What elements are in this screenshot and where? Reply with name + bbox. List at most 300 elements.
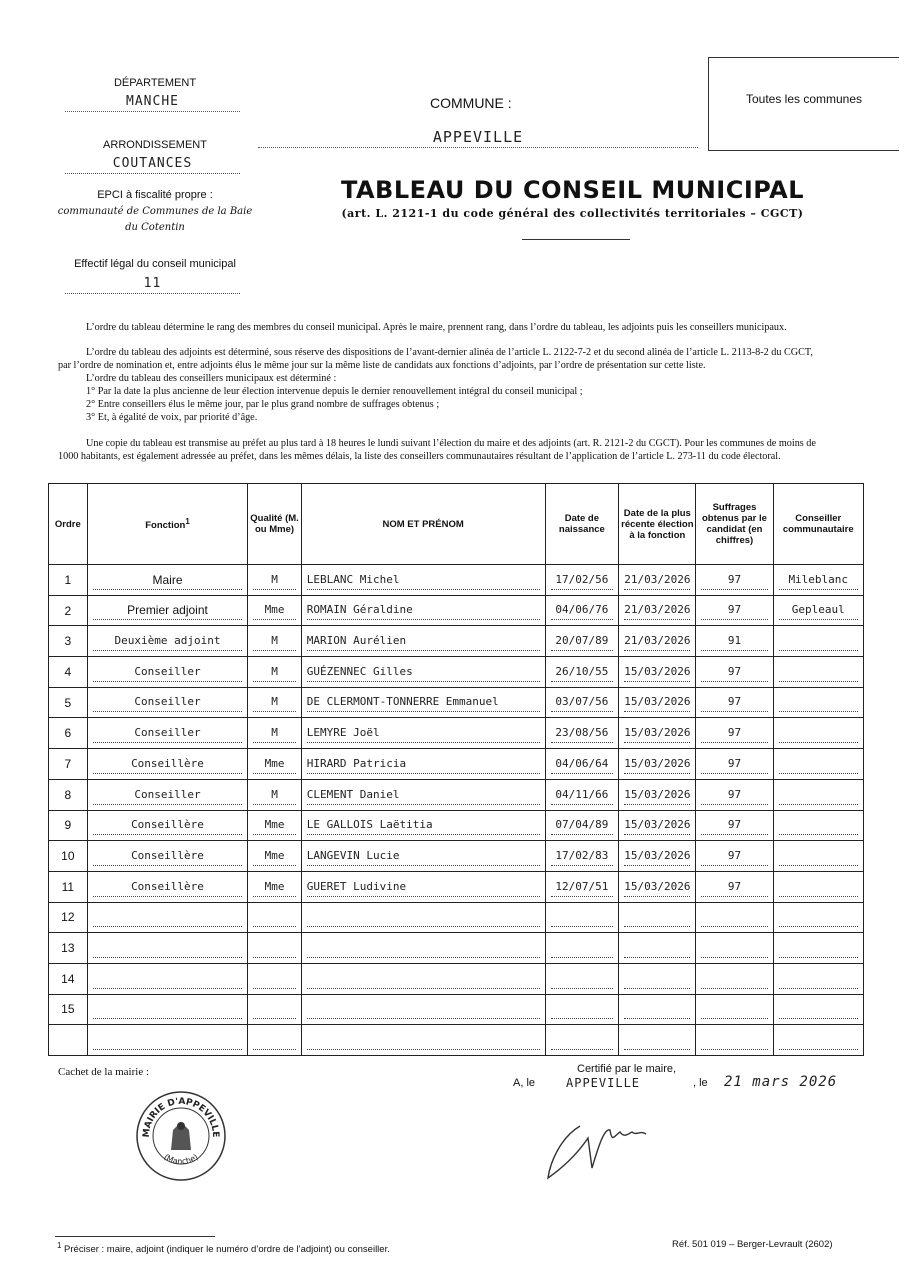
cell-nom-value: CLEMENT Daniel <box>307 786 540 805</box>
cell-suffrages-value: 97 <box>701 847 767 866</box>
cell-election <box>619 779 696 810</box>
cell-qualite-value: Mme <box>253 847 295 866</box>
cell-election-value: 15/03/2026 <box>624 878 690 897</box>
cell-suffrages-value <box>701 1000 767 1019</box>
header-fonction-sup: 1 <box>185 517 190 527</box>
cell-conseiller-value <box>779 939 859 958</box>
paragraph-1: L’ordre du tableau détermine le rang des membres du conseil municipal. Après le maire, prennent rang, dans l’ordre du tableau, les adjoints puis les conseillers municipaux. <box>86 322 787 333</box>
cell-nom-value: GUÉZENNEC Gilles <box>307 663 540 682</box>
title-divider <box>522 239 630 240</box>
commune-value: APPEVILLE <box>258 128 698 148</box>
cell-conseiller-value <box>779 816 859 835</box>
cell-naissance <box>545 626 619 657</box>
cell-nom <box>301 657 545 688</box>
communes-box-text: Toutes les communes <box>745 92 863 106</box>
cell-suffrages-value: 91 <box>701 632 767 651</box>
cell-election <box>619 687 696 718</box>
cell-nom-value <box>307 970 540 989</box>
cell-election-value <box>624 908 690 927</box>
cell-qualite-value: M <box>253 663 295 682</box>
cell-qualite-value: Mme <box>253 878 295 897</box>
cell-fonction <box>87 841 248 872</box>
table-header-row <box>49 484 864 565</box>
cell-nom-value: LANGEVIN Lucie <box>307 847 540 866</box>
cell-fonction <box>87 565 248 596</box>
cell-election <box>619 902 696 933</box>
paragraph-3: L’ordre du tableau des conseillers municipaux est déterminé : <box>86 373 337 384</box>
cell-suffrages <box>696 657 773 688</box>
cell-fonction <box>87 779 248 810</box>
cell-naissance-value: 17/02/83 <box>551 847 614 866</box>
commune-label: COMMUNE : <box>430 95 512 111</box>
cell-qualite <box>248 1025 301 1056</box>
cell-election-value: 15/03/2026 <box>624 786 690 805</box>
cell-naissance <box>545 1025 619 1056</box>
cell-fonction <box>87 718 248 749</box>
cell-fonction-value: Premier adjoint <box>93 601 243 620</box>
cell-fonction-value <box>93 1031 243 1050</box>
cell-qualite-value: M <box>253 786 295 805</box>
cell-fonction-value: Conseillère <box>93 755 243 774</box>
cell-nom-value <box>307 1000 540 1019</box>
cell-nom-value: LEMYRE Joël <box>307 724 540 743</box>
cell-qualite-value <box>253 1000 295 1019</box>
cell-conseiller-value <box>779 755 859 774</box>
a-le-value: APPEVILLE <box>566 1076 641 1090</box>
cell-conseiller-value <box>779 878 859 897</box>
cell-election <box>619 626 696 657</box>
cell-election-value <box>624 970 690 989</box>
cell-suffrages <box>696 933 773 964</box>
cell-nom <box>301 810 545 841</box>
cell-conseiller <box>773 841 864 872</box>
departement-value: MANCHE <box>65 94 240 112</box>
cell-naissance <box>545 749 619 780</box>
cell-election-value <box>624 939 690 958</box>
cell-ordre: 13 <box>49 933 88 964</box>
cell-nom-value: ROMAIN Géraldine <box>307 601 540 620</box>
table-row <box>49 718 864 749</box>
cell-suffrages <box>696 779 773 810</box>
cell-conseiller-value <box>779 1000 859 1019</box>
reference: Réf. 501 019 – Berger-Levrault (2602) <box>672 1239 833 1250</box>
cell-ordre: 12 <box>49 902 88 933</box>
cell-ordre: 6 <box>49 718 88 749</box>
cell-conseiller <box>773 595 864 626</box>
certifie-label: Certifié par le maire, <box>577 1063 677 1075</box>
cell-suffrages <box>696 902 773 933</box>
cell-fonction-value: Conseillère <box>93 816 243 835</box>
cell-suffrages-value: 97 <box>701 724 767 743</box>
cell-nom <box>301 963 545 994</box>
table-row <box>49 595 864 626</box>
cell-naissance-value: 12/07/51 <box>551 878 614 897</box>
cell-fonction-value: Deuxième adjoint <box>93 632 243 651</box>
paragraph-2b: par l’ordre de nomination et, entre adjoints élus le même jour sur la même liste de candidats aux fonctions d’adjoints, par l’ordre de présentation sur cette liste. <box>58 360 706 371</box>
cell-fonction-value: Conseiller <box>93 724 243 743</box>
header-fonction-text: Fonction <box>145 520 186 532</box>
cell-conseiller <box>773 994 864 1025</box>
cell-fonction-value: Conseiller <box>93 663 243 682</box>
cell-suffrages <box>696 687 773 718</box>
rule-3: 3° Et, à égalité de voix, par priorité d’âge. <box>86 412 258 423</box>
table-row <box>49 749 864 780</box>
departement-label: DÉPARTEMENT <box>113 77 197 89</box>
paragraph-4: Une copie du tableau est transmise au préfet au plus tard à 18 heures le lundi suivant l’élection du maire et des adjoints (art. R. 2121-2 du CGCT). Pour les communes de moins de <box>86 438 816 449</box>
table-row <box>49 626 864 657</box>
cell-fonction-value <box>93 1000 243 1019</box>
cell-naissance <box>545 994 619 1025</box>
cell-suffrages <box>696 871 773 902</box>
arrondissement-value: COUTANCES <box>65 156 240 174</box>
cell-ordre: 11 <box>49 871 88 902</box>
cell-ordre: 5 <box>49 687 88 718</box>
cell-election-value: 21/03/2026 <box>624 571 690 590</box>
cell-election <box>619 963 696 994</box>
table-row <box>49 687 864 718</box>
paragraph-4b: 1000 habitants, est également adressée au préfet, dans les mêmes délais, la liste des conseillers communautaires résultant de l’application de l’article L. 273-11 du code électoral. <box>58 451 781 462</box>
header-fonction <box>87 484 248 565</box>
rule-2: 2° Entre conseillers élus le même jour, par le plus grand nombre de suffrages obtenus ; <box>86 399 440 410</box>
cachet-label: Cachet de la mairie : <box>58 1066 150 1078</box>
cell-suffrages <box>696 994 773 1025</box>
cell-naissance <box>545 718 619 749</box>
cell-qualite <box>248 687 301 718</box>
cell-election <box>619 841 696 872</box>
table-row <box>49 779 864 810</box>
cell-qualite <box>248 810 301 841</box>
cell-conseiller <box>773 749 864 780</box>
cell-nom <box>301 687 545 718</box>
cell-qualite <box>248 718 301 749</box>
cell-naissance-value: 04/06/64 <box>551 755 614 774</box>
cell-conseiller <box>773 779 864 810</box>
communes-box <box>708 57 899 151</box>
cell-conseiller-value <box>779 908 859 927</box>
cell-nom-value: LE GALLOIS Laëtitia <box>307 816 540 835</box>
cell-nom <box>301 1025 545 1056</box>
cell-nom <box>301 718 545 749</box>
cell-qualite-value: Mme <box>253 755 295 774</box>
cell-naissance-value <box>551 970 614 989</box>
cell-naissance <box>545 933 619 964</box>
cell-election <box>619 595 696 626</box>
cell-fonction <box>87 657 248 688</box>
cell-conseiller <box>773 810 864 841</box>
header-election: Date de la plus récente élection à la fonction <box>619 484 696 565</box>
cell-qualite <box>248 933 301 964</box>
cell-fonction <box>87 871 248 902</box>
cell-fonction-value <box>93 970 243 989</box>
council-table <box>48 483 864 1056</box>
table-row <box>49 933 864 964</box>
cell-fonction <box>87 994 248 1025</box>
cell-suffrages <box>696 841 773 872</box>
cell-fonction-value: Conseiller <box>93 693 243 712</box>
cell-qualite-value <box>253 939 295 958</box>
cell-conseiller-value <box>779 663 859 682</box>
cell-nom-value <box>307 939 540 958</box>
cell-election-value <box>624 1031 690 1050</box>
cell-suffrages <box>696 718 773 749</box>
cell-suffrages-value: 97 <box>701 816 767 835</box>
cell-election-value: 21/03/2026 <box>624 601 690 620</box>
cell-nom-value <box>307 908 540 927</box>
cell-ordre: 8 <box>49 779 88 810</box>
cell-conseiller <box>773 963 864 994</box>
cell-naissance <box>545 871 619 902</box>
table-row <box>49 994 864 1025</box>
cell-suffrages-value <box>701 908 767 927</box>
cell-fonction-value: Conseillère <box>93 847 243 866</box>
seal-text-bottom: (Manche) <box>162 1152 200 1167</box>
footnote-text: Préciser : maire, adjoint (indiquer le numéro d’ordre de l’adjoint) ou conseiller. <box>64 1244 390 1256</box>
cell-ordre: 3 <box>49 626 88 657</box>
cell-naissance <box>545 902 619 933</box>
table-row <box>49 657 864 688</box>
cell-naissance-value: 03/07/56 <box>551 693 614 712</box>
cell-conseiller <box>773 565 864 596</box>
cell-naissance-value <box>551 1000 614 1019</box>
cell-suffrages-value: 97 <box>701 786 767 805</box>
cell-qualite-value <box>253 908 295 927</box>
cell-qualite-value <box>253 970 295 989</box>
cell-fonction <box>87 933 248 964</box>
header-ordre: Ordre <box>49 484 88 565</box>
cell-fonction <box>87 687 248 718</box>
table-row <box>49 565 864 596</box>
cell-fonction-value <box>93 939 243 958</box>
header-naissance: Date de naissance <box>545 484 619 565</box>
cell-qualite <box>248 994 301 1025</box>
header-qualite: Qualité (M. ou Mme) <box>248 484 301 565</box>
cell-ordre: 9 <box>49 810 88 841</box>
cell-qualite <box>248 963 301 994</box>
cell-fonction <box>87 810 248 841</box>
cell-conseiller <box>773 871 864 902</box>
cell-ordre: 7 <box>49 749 88 780</box>
cell-suffrages <box>696 749 773 780</box>
effectif-value: 11 <box>65 276 240 294</box>
cell-nom-value: LEBLANC Michel <box>307 571 540 590</box>
cell-election-value: 15/03/2026 <box>624 663 690 682</box>
cell-election <box>619 871 696 902</box>
cell-naissance-value <box>551 1031 614 1050</box>
cell-election <box>619 718 696 749</box>
cell-qualite <box>248 749 301 780</box>
cell-ordre <box>49 1025 88 1056</box>
cell-suffrages <box>696 810 773 841</box>
cell-suffrages-value <box>701 1031 767 1050</box>
a-le-label: A, le <box>513 1077 536 1089</box>
cell-qualite <box>248 626 301 657</box>
cell-naissance-value: 17/02/56 <box>551 571 614 590</box>
cell-suffrages-value: 97 <box>701 663 767 682</box>
cell-suffrages-value: 97 <box>701 693 767 712</box>
cell-conseiller <box>773 657 864 688</box>
cell-nom <box>301 595 545 626</box>
cell-nom <box>301 749 545 780</box>
cell-qualite-value: Mme <box>253 816 295 835</box>
cell-nom-value: HIRARD Patricia <box>307 755 540 774</box>
cell-qualite <box>248 902 301 933</box>
cell-naissance <box>545 810 619 841</box>
cell-qualite-value: M <box>253 693 295 712</box>
cell-nom-value <box>307 1031 540 1050</box>
cell-fonction-value <box>93 908 243 927</box>
cell-election-value: 15/03/2026 <box>624 755 690 774</box>
cell-fonction-value: Conseiller <box>93 786 243 805</box>
epci-value-line2: du Cotentin <box>125 222 185 233</box>
page-title: TABLEAU DU CONSEIL MUNICIPAL <box>340 176 805 204</box>
cell-nom <box>301 779 545 810</box>
cell-election <box>619 1025 696 1056</box>
cell-suffrages-value: 97 <box>701 601 767 620</box>
table-row <box>49 902 864 933</box>
cell-suffrages-value <box>701 970 767 989</box>
cell-naissance-value: 04/11/66 <box>551 786 614 805</box>
cell-qualite <box>248 871 301 902</box>
header-suffrages: Suffrages obtenus par le candidat (en chiffres) <box>696 484 773 565</box>
seal-text-top: MAIRIE D'APPEVILLE <box>141 1096 221 1138</box>
le-label: , le <box>693 1077 708 1089</box>
cell-election-value: 15/03/2026 <box>624 724 690 743</box>
cell-conseiller-value: Mileblanc <box>779 571 859 590</box>
cell-fonction <box>87 626 248 657</box>
cell-naissance <box>545 657 619 688</box>
cell-naissance-value <box>551 939 614 958</box>
table-row <box>49 871 864 902</box>
cell-ordre: 1 <box>49 565 88 596</box>
cell-conseiller-value <box>779 786 859 805</box>
table-row <box>49 841 864 872</box>
cell-fonction <box>87 749 248 780</box>
cell-naissance <box>545 595 619 626</box>
table-row <box>49 963 864 994</box>
mairie-seal-stamp <box>135 1090 227 1182</box>
cell-suffrages <box>696 565 773 596</box>
table-row <box>49 810 864 841</box>
cell-qualite <box>248 779 301 810</box>
cell-election <box>619 657 696 688</box>
cell-nom <box>301 994 545 1025</box>
cell-fonction <box>87 595 248 626</box>
cell-election <box>619 749 696 780</box>
paragraph-2: L’ordre du tableau des adjoints est déterminé, sous réserve des dispositions de l’avant-dernier alinéa de l’article L. 2122-7-2 et du second alinéa de l’article L. 2113-8-2 du CGCT, <box>86 347 813 358</box>
cell-naissance-value: 04/06/76 <box>551 601 614 620</box>
cell-fonction-value: Maire <box>93 571 243 590</box>
cell-qualite-value: M <box>253 724 295 743</box>
cell-ordre: 15 <box>49 994 88 1025</box>
header-conseiller: Conseiller communautaire <box>773 484 864 565</box>
cell-suffrages <box>696 1025 773 1056</box>
cell-suffrages <box>696 626 773 657</box>
cell-election-value: 15/03/2026 <box>624 693 690 712</box>
footnote <box>57 1241 390 1255</box>
cell-suffrages-value: 97 <box>701 571 767 590</box>
le-value: 21 mars 2026 <box>724 1074 838 1090</box>
cell-nom <box>301 565 545 596</box>
cell-ordre: 2 <box>49 595 88 626</box>
cell-election-value: 15/03/2026 <box>624 816 690 835</box>
cell-election <box>619 565 696 596</box>
cell-nom <box>301 841 545 872</box>
cell-naissance-value: 07/04/89 <box>551 816 614 835</box>
cell-naissance-value <box>551 908 614 927</box>
footnote-divider <box>55 1236 215 1237</box>
cell-conseiller-value <box>779 847 859 866</box>
epci-label: EPCI à fiscalité propre : <box>97 189 213 201</box>
cell-qualite <box>248 657 301 688</box>
cell-naissance-value: 26/10/55 <box>551 663 614 682</box>
cell-naissance <box>545 841 619 872</box>
cell-election-value <box>624 1000 690 1019</box>
cell-naissance <box>545 687 619 718</box>
cell-conseiller <box>773 1025 864 1056</box>
cell-nom-value: GUERET Ludivine <box>307 878 540 897</box>
cell-conseiller <box>773 718 864 749</box>
arrondissement-label: ARRONDISSEMENT <box>103 139 207 151</box>
cell-naissance-value: 23/08/56 <box>551 724 614 743</box>
svg-text:(Manche) <box>162 1152 200 1166</box>
cell-conseiller-value: Gepleaul <box>779 601 859 620</box>
cell-naissance <box>545 963 619 994</box>
cell-fonction <box>87 902 248 933</box>
cell-qualite-value: M <box>253 571 295 590</box>
page-subtitle: (art. L. 2121-1 du code général des collectivités territoriales – CGCT) <box>341 207 804 220</box>
cell-qualite <box>248 841 301 872</box>
cell-conseiller <box>773 902 864 933</box>
cell-conseiller <box>773 687 864 718</box>
cell-suffrages-value <box>701 939 767 958</box>
cell-nom-value: MARION Aurélien <box>307 632 540 651</box>
cell-conseiller-value <box>779 724 859 743</box>
cell-fonction-value: Conseillère <box>93 878 243 897</box>
cell-nom <box>301 871 545 902</box>
cell-election-value: 21/03/2026 <box>624 632 690 651</box>
cell-conseiller <box>773 626 864 657</box>
header-nom: NOM ET PRÉNOM <box>301 484 545 565</box>
cell-suffrages <box>696 963 773 994</box>
cell-nom-value: DE CLERMONT-TONNERRE Emmanuel <box>307 693 540 712</box>
cell-suffrages-value: 97 <box>701 755 767 774</box>
cell-conseiller-value <box>779 970 859 989</box>
cell-conseiller-value <box>779 1031 859 1050</box>
epci-value-line1: communauté de Communes de la Baie <box>57 206 253 217</box>
cell-conseiller-value <box>779 693 859 712</box>
cell-nom <box>301 626 545 657</box>
cell-fonction <box>87 963 248 994</box>
cell-naissance <box>545 565 619 596</box>
cell-ordre: 10 <box>49 841 88 872</box>
cell-conseiller-value <box>779 632 859 651</box>
cell-naissance <box>545 779 619 810</box>
cell-ordre: 4 <box>49 657 88 688</box>
cell-qualite <box>248 565 301 596</box>
cell-qualite-value <box>253 1031 295 1050</box>
cell-ordre: 14 <box>49 963 88 994</box>
cell-naissance-value: 20/07/89 <box>551 632 614 651</box>
effectif-label: Effectif légal du conseil municipal <box>74 258 236 270</box>
cell-qualite-value: Mme <box>253 601 295 620</box>
cell-election-value: 15/03/2026 <box>624 847 690 866</box>
cell-qualite <box>248 595 301 626</box>
cell-fonction <box>87 1025 248 1056</box>
cell-election <box>619 994 696 1025</box>
cell-suffrages <box>696 595 773 626</box>
cell-conseiller <box>773 933 864 964</box>
cell-election <box>619 810 696 841</box>
